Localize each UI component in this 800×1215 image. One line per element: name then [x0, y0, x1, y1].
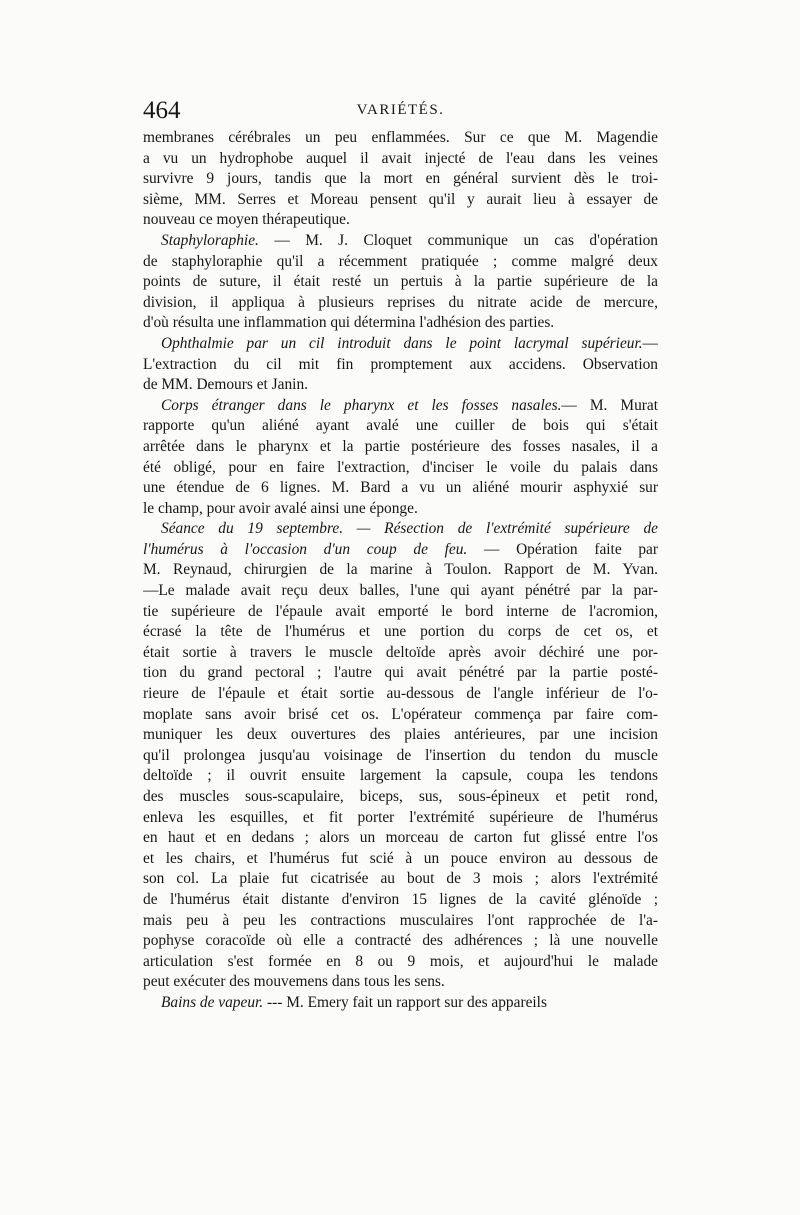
line-text: pophyse coracoïde où elle a contracté des adhérences ; là une nouvelle: [143, 932, 658, 950]
italic-heading: Bains de vapeur.: [161, 993, 264, 1011]
text-line: [143, 128, 658, 149]
text-line: [143, 416, 658, 437]
text-line: [143, 437, 658, 458]
text-line: [143, 869, 658, 890]
line-text: --- M. Emery fait un rapport sur des appareils: [263, 993, 547, 1011]
text-line: [143, 931, 658, 952]
line-text: sième, MM. Serres et Moreau pensent qu'il y aurait lieu à essayer de: [143, 190, 658, 208]
line-text: points de suture, il était resté un pertuis à la partie supérieure de la: [143, 273, 658, 291]
line-text: tion du grand pectoral ; l'autre qui avait pénétré par la partie posté-: [143, 664, 658, 682]
text-line: [143, 169, 658, 190]
text-line: [143, 375, 658, 396]
text-line: [143, 643, 658, 664]
line-text: mais peu à peu les contractions musculaires l'ont rapprochée de l'a-: [143, 911, 658, 929]
body-text: [143, 128, 658, 1014]
line-text: — Opération faite par: [467, 540, 658, 558]
text-line: [143, 478, 658, 499]
italic-heading: Ophthalmie par un cil introduit dans le point lacrymal supérieur.: [161, 334, 643, 352]
line-text: en haut et en dedans ; alors un morceau de carton fut glissé entre l'os: [143, 829, 658, 847]
line-text: —: [642, 334, 658, 352]
text-line: [143, 808, 658, 829]
text-line: [143, 952, 658, 973]
line-text: rapporte qu'un aliéné ayant avalé une cuiller de bois qui s'était: [143, 417, 658, 435]
line-text: —Le malade avait reçu deux balles, l'une qui ayant pénétré par la par-: [143, 582, 658, 600]
page-number: 464: [143, 97, 181, 124]
italic-heading: l'humérus à l'occasion d'un coup de feu.: [143, 540, 468, 558]
line-text: rieure de l'épaule et était sortie au-dessous de l'angle inférieur de l'o-: [143, 685, 658, 703]
line-text: peut exécuter des mouvemens dans tous les sens.: [143, 973, 445, 991]
text-line: [143, 705, 658, 726]
page-header: [143, 97, 658, 127]
line-text: articulation s'est formée en 8 ou 9 mois, et aujourd'hui le malade: [143, 952, 658, 970]
text-line: [143, 890, 658, 911]
line-text: écrasé la tête de l'humérus et une portion du corps de cet os, et: [143, 623, 658, 641]
line-text: membranes cérébrales un peu enflammées. Sur ce que M. Magendie: [143, 129, 658, 146]
line-text: de l'humérus était distante d'environ 15 lignes de la cavité glénoïde ;: [143, 890, 658, 908]
text-line: [143, 190, 658, 211]
line-text: le champ, pour avoir avalé ainsi une éponge.: [143, 499, 418, 517]
line-text: nouveau ce moyen thérapeutique.: [143, 211, 350, 229]
italic-heading: Séance du 19 septembre. — Résection de l'extrémité supérieure de: [161, 520, 658, 538]
text-line: [143, 663, 658, 684]
text-line: [143, 540, 658, 561]
line-text: tie supérieure de l'épaule avait emporté le bord interne de l'acromion,: [143, 602, 658, 620]
line-text: moplate sans avoir brisé cet os. L'opérateur commença par faire com-: [143, 705, 658, 723]
line-text: des muscles sous-scapulaire, biceps, sus, sous-épineux et petit rond,: [143, 788, 658, 805]
text-line: [143, 787, 658, 808]
text-line: [143, 993, 658, 1014]
text-line: [143, 911, 658, 932]
line-text: L'extraction du cil mit fin promptement aux accidens. Observation: [143, 355, 658, 373]
text-line: [143, 560, 658, 581]
text-line: [143, 210, 658, 231]
text-line: [143, 725, 658, 746]
text-line: [143, 458, 658, 479]
text-line: [143, 252, 658, 273]
text-line: [143, 766, 658, 787]
text-line: [143, 519, 658, 540]
text-line: [143, 602, 658, 623]
text-line: [143, 293, 658, 314]
text-line: [143, 396, 658, 417]
text-line: [143, 149, 658, 170]
line-text: de staphyloraphie qu'il a récemment pratiquée ; comme malgré deux: [143, 252, 658, 270]
line-text: — M. J. Cloquet communique un cas d'opération: [258, 231, 658, 249]
line-text: enleva les esquilles, et fit porter l'extrémité supérieure de l'humérus: [143, 808, 658, 826]
line-text: une étendue de 6 lignes. M. Bard a vu un aliéné mourir asphyxié sur: [143, 479, 658, 497]
italic-heading: Staphyloraphie.: [161, 231, 259, 249]
text-line: [143, 684, 658, 705]
text-line: [143, 828, 658, 849]
line-text: deltoïde ; il ouvrit ensuite largement la capsule, coupa les tendons: [143, 767, 658, 785]
text-line: [143, 499, 658, 520]
text-line: [143, 746, 658, 767]
line-text: division, il appliqua à plusieurs reprises du nitrate acide de mercure,: [143, 293, 658, 311]
line-text: était sortie à travers le muscle deltoïde après avoir déchiré une por-: [143, 643, 658, 661]
text-line: [143, 581, 658, 602]
text-line: [143, 622, 658, 643]
line-text: qu'il prolongea jusqu'au voisinage de l'insertion du tendon du muscle: [143, 746, 658, 764]
line-text: survivre 9 jours, tandis que la mort en général survient dès le troi-: [143, 170, 658, 188]
text-line: [143, 272, 658, 293]
text-line: [143, 231, 658, 252]
line-text: M. Reynaud, chirurgien de la marine à Toulon. Rapport de M. Yvan.: [143, 561, 658, 579]
text-line: [143, 972, 658, 993]
line-text: arrêtée dans le pharynx et la partie postérieure des fosses nasales, il a: [143, 437, 658, 455]
text-line: [143, 355, 658, 376]
line-text: été obligé, pour en faire l'extraction, d'inciser le voile du palais dans: [143, 458, 658, 476]
line-text: a vu un hydrophobe auquel il avait injecté de l'eau dans les veines: [143, 149, 658, 167]
line-text: et les chairs, et l'humérus fut scié à un pouce environ au dessous de: [143, 849, 658, 867]
line-text: son col. La plaie fut cicatrisée au bout de 3 mois ; alors l'extrémité: [143, 870, 658, 888]
italic-heading: Corps étranger dans le pharynx et les fosses nasales.: [161, 396, 562, 414]
line-text: d'où résulta une inflammation qui détermina l'adhésion des parties.: [143, 314, 555, 332]
line-text: de MM. Demours et Janin.: [143, 376, 308, 394]
line-text: — M. Murat: [561, 396, 658, 414]
text-line: [143, 849, 658, 870]
running-title: VARIÉTÉS.: [356, 102, 445, 118]
text-line: [143, 334, 658, 355]
line-text: muniquer les deux ouvertures des plaies antérieures, par une incision: [143, 726, 658, 744]
text-line: [143, 313, 658, 334]
